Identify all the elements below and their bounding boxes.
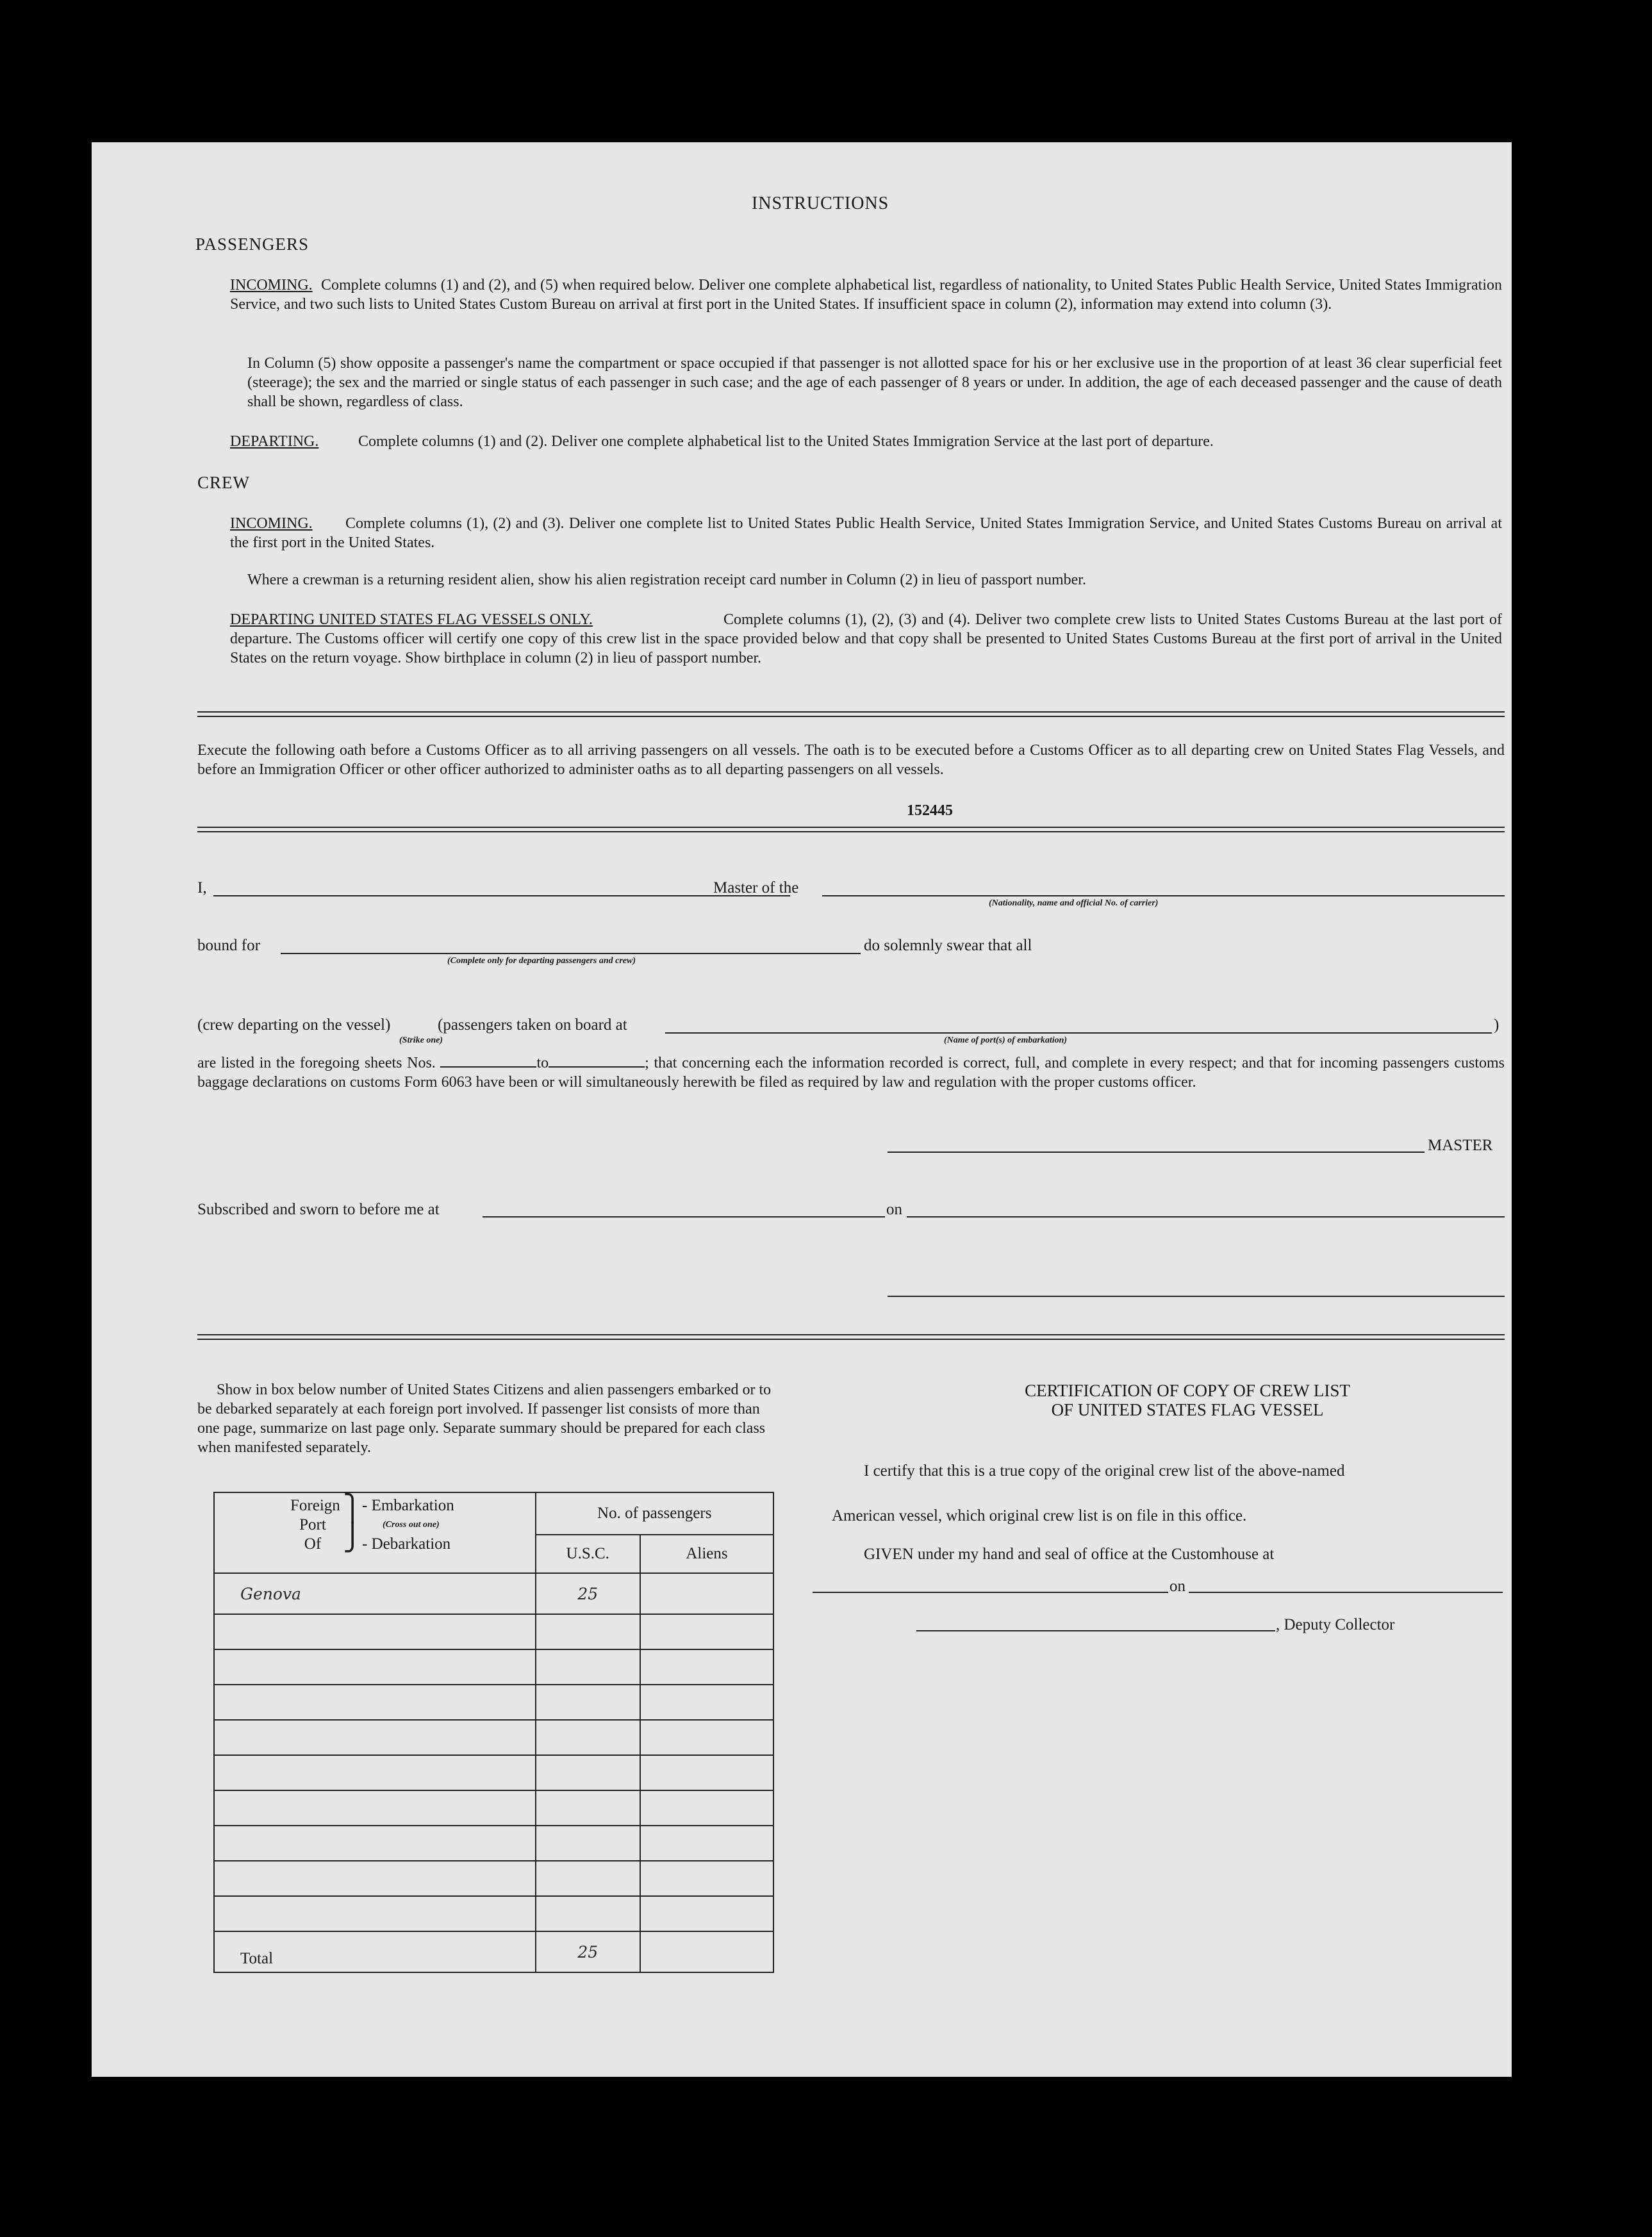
aliens-cell[interactable]: [640, 1755, 773, 1790]
port-cell[interactable]: Genova: [214, 1573, 536, 1614]
stamp-number: 152445: [907, 802, 953, 819]
certify-line-1: I certify that this is a true copy of the original crew list of the above-named: [864, 1462, 1345, 1480]
deputy-collector-label: , Deputy Collector: [1276, 1616, 1395, 1633]
port-cell[interactable]: [214, 1861, 536, 1896]
aliens-cell[interactable]: [640, 1826, 773, 1861]
aliens-cell[interactable]: [640, 1896, 773, 1931]
carrier-line[interactable]: [822, 895, 1505, 896]
summary-instructions: Show in box below number of United States Citizens and alien passengers embarked or to be debarked separately at each foreign port involved. If passenger list consists of more than one page, summarize on last page only. Separate summary should be prepared for each class when manifested separately.: [197, 1382, 772, 1456]
total-label: Total: [214, 1931, 536, 1972]
crew-departing-label: DEPARTING UNITED STATES FLAG VESSELS ONLY.: [230, 611, 593, 628]
aliens-header: Aliens: [640, 1535, 773, 1573]
master-of-label: Master of the: [713, 879, 799, 896]
port-cell[interactable]: [214, 1614, 536, 1649]
crew-departing-text: Complete columns (1), (2), (3) and (4). Deliver two complete crew lists to United States Customs Bureau at the last port of departure. The Customs officer will certify one copy of this crew list in the space provided below and that copy shall be presented to United States Customs Bureau at the first port of arrival in the United States on the return voyage. Show birthplace in column (2) in lieu of passport number.: [230, 611, 1502, 666]
aliens-cell[interactable]: [640, 1790, 773, 1826]
usc-cell[interactable]: [536, 1685, 640, 1720]
crew-departing-option: (crew departing on the vessel): [197, 1016, 391, 1034]
divider: [197, 711, 1505, 717]
port-cell[interactable]: [214, 1790, 536, 1826]
bound-for-label: bound for: [197, 937, 260, 954]
port-header-cell: [214, 1492, 536, 1573]
usc-cell[interactable]: [536, 1826, 640, 1861]
aliens-cell[interactable]: [640, 1573, 773, 1614]
aliens-cell[interactable]: [640, 1861, 773, 1896]
strike-one-note: (Strike one): [399, 1036, 443, 1045]
crew-resident-text: Where a crewman is a returning resident alien, show his alien registration receipt card number in Column (2) in lieu of passport number.: [247, 572, 1086, 588]
port-cell[interactable]: [214, 1720, 536, 1755]
passengers-incoming-text: Complete columns (1) and (2), and (5) when required below. Deliver one complete alphabetical list, regardless of nationality, to United States Public Health Service, United States Immigration Service, and two such lists to United States Custom Bureau on arrival at first port in the United States. If insufficient space in column (2), information may extend into column (3).: [230, 277, 1502, 313]
port-cell[interactable]: [214, 1685, 536, 1720]
passengers-column5-text: In Column (5) show opposite a passenger's name the compartment or space occupied if that passenger is not allotted space for his or her exclusive use in the proportion of at least 36 clear superficial feet (steerage); the sex and the married or single status of each passenger in such case; and the age of each passenger of 8 years or under. In addition, the age of each deceased passenger and the cause of death shall be shown, regardless of class.: [247, 355, 1502, 410]
total-aliens[interactable]: [640, 1931, 773, 1972]
close-paren: ): [1494, 1016, 1499, 1034]
listed-text: [197, 1053, 1505, 1092]
carrier-note: (Nationality, name and official No. of carrier): [989, 898, 1159, 908]
instructions-title: INSTRUCTIONS: [752, 194, 889, 213]
cross-out-note: (Cross out one): [383, 1520, 440, 1530]
usc-cell[interactable]: [536, 1649, 640, 1685]
foreign-label: Foreign: [290, 1497, 340, 1514]
port-label: Port: [299, 1516, 326, 1533]
port-cell[interactable]: [214, 1826, 536, 1861]
aliens-cell[interactable]: [640, 1720, 773, 1755]
listed-prefix: are listed in the foregoing sheets Nos.: [197, 1055, 436, 1071]
passengers-departing-label: DEPARTING.: [230, 433, 319, 450]
subscribed-on-label: on: [886, 1201, 902, 1218]
certification-on-label: on: [1169, 1578, 1185, 1595]
divider: [197, 827, 1505, 832]
passengers-incoming-label: INCOMING.: [230, 277, 313, 293]
master-name-line[interactable]: [213, 895, 790, 896]
subscribed-label: Subscribed and sworn to before me at: [197, 1201, 440, 1218]
brace-bottom: ⎭: [343, 1523, 362, 1552]
aliens-cell[interactable]: [640, 1685, 773, 1720]
given-text: GIVEN under my hand and seal of office at the Customhouse at: [864, 1546, 1275, 1563]
brace-top: ⎫: [343, 1494, 362, 1523]
crew-heading: CREW: [197, 473, 250, 492]
usc-cell[interactable]: [536, 1755, 640, 1790]
of-label: Of: [304, 1535, 322, 1553]
passenger-summary-table: [213, 1492, 774, 1973]
usc-cell[interactable]: [536, 1720, 640, 1755]
embarkation-option: - Embarkation: [362, 1497, 454, 1514]
divider: [197, 1334, 1505, 1340]
bound-for-line[interactable]: [281, 953, 861, 954]
crew-incoming-label: INCOMING.: [230, 515, 313, 532]
port-note: (Name of port(s) of embarkation): [944, 1036, 1068, 1045]
sheet-from-field[interactable]: [440, 1066, 536, 1068]
aliens-cell[interactable]: [640, 1649, 773, 1685]
passengers-heading: PASSENGERS: [195, 235, 310, 254]
usc-header: U.S.C.: [536, 1535, 640, 1573]
sheet-to-field[interactable]: [549, 1066, 645, 1068]
port-cell[interactable]: [214, 1896, 536, 1931]
certification-title-1: CERTIFICATION OF COPY OF CREW LIST: [1025, 1381, 1350, 1400]
swear-text: do solemnly swear that all: [864, 937, 1032, 954]
certify-line-2: American vessel, which original crew list is on file in this office.: [832, 1507, 1247, 1524]
port-cell[interactable]: [214, 1755, 536, 1790]
officer-signature-line[interactable]: [888, 1296, 1505, 1297]
master-label: MASTER: [1428, 1137, 1493, 1154]
port-cell[interactable]: [214, 1649, 536, 1685]
i-label: I,: [197, 879, 207, 896]
subscribed-place-line[interactable]: [483, 1216, 885, 1218]
usc-cell[interactable]: [536, 1861, 640, 1896]
deputy-signature-line[interactable]: [916, 1630, 1275, 1631]
passengers-taken-option: (passengers taken on board at: [438, 1016, 627, 1034]
total-usc[interactable]: 25: [536, 1931, 640, 1972]
to-label: to: [536, 1055, 549, 1071]
usc-cell[interactable]: [536, 1896, 640, 1931]
customhouse-line[interactable]: [813, 1592, 1168, 1593]
usc-cell[interactable]: [536, 1790, 640, 1826]
usc-cell[interactable]: [536, 1614, 640, 1649]
listed-rest: ; that concerning each the information recorded is correct, full, and complete in every respect; and that for incoming passengers customs baggage declarations on customs Form 6063 have been or will simultaneously herewith be filed as required by law and regulation with the proper customs officer.: [197, 1055, 1505, 1091]
passengers-departing-text: Complete columns (1) and (2). Deliver one complete alphabetical list to the United States Immigration Service at the last port of departure.: [358, 433, 1214, 450]
certification-date-line[interactable]: [1189, 1592, 1503, 1593]
departing-note: (Complete only for departing passengers and crew): [447, 956, 636, 966]
subscribed-date-line[interactable]: [907, 1216, 1505, 1218]
master-signature-line[interactable]: [888, 1152, 1425, 1153]
certification-title-2: OF UNITED STATES FLAG VESSEL: [1051, 1400, 1324, 1419]
oath-intro: Execute the following oath before a Customs Officer as to all arriving passengers on all vessels. The oath is to be executed before a Customs Officer as to all departing crew on United States Flag Vessels, and before an Immigration Officer or other officer authorized to administer oaths as to all departing passengers on all vessels.: [197, 742, 1505, 778]
no-passengers-header: No. of passengers: [536, 1492, 773, 1535]
port-line[interactable]: [665, 1032, 1492, 1034]
debarkation-option: - Debarkation: [362, 1535, 451, 1553]
crew-incoming-text: Complete columns (1), (2) and (3). Deliver one complete list to United States Public Health Service, United States Immigration Service, and United States Customs Bureau on arrival at the first port in the United States.: [230, 515, 1502, 551]
aliens-cell[interactable]: [640, 1614, 773, 1649]
form-page: [92, 142, 1512, 2077]
usc-cell[interactable]: 25: [536, 1573, 640, 1614]
